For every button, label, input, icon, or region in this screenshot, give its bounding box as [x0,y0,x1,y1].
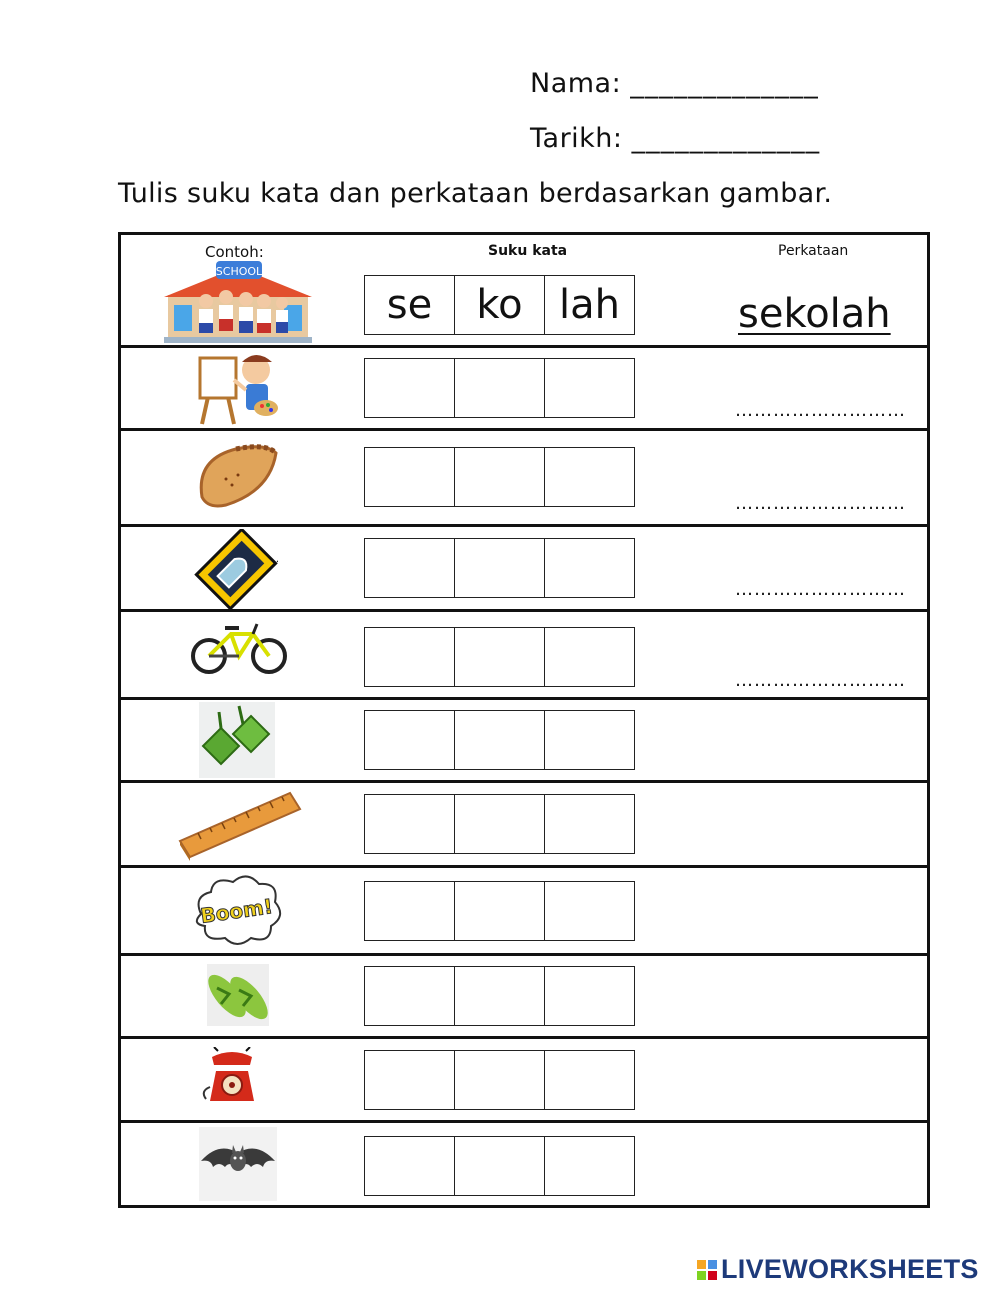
syllable-cell[interactable] [455,1137,545,1195]
syllable-boxes[interactable] [364,447,635,507]
syllable-cell[interactable] [365,539,455,597]
word-answer-line[interactable]: ……………………… [735,579,906,600]
syllable-cell[interactable] [365,711,455,769]
syllable-boxes[interactable] [364,627,635,687]
syllable-cell[interactable] [545,1051,634,1109]
col-header-word: Perkataan [778,243,849,259]
syllable-cell[interactable] [455,711,545,769]
example-word: sekolah [738,291,891,337]
syllable-cell[interactable] [455,882,545,940]
exercise-row [121,527,927,612]
syllable-cell[interactable] [545,967,634,1025]
date-field [530,123,820,154]
exercise-row [121,612,927,700]
syllable-boxes[interactable] [364,1050,635,1110]
svg-text:SCHOOL: SCHOOL [215,265,263,278]
syllable-cell[interactable] [545,359,634,417]
syllable-cell[interactable] [545,539,634,597]
sandals-icon [207,964,269,1030]
painter-boy-icon [194,350,280,432]
logo-text: LIVEWORKSHEETS [721,1254,979,1284]
exercise-row [121,956,927,1039]
syllable-cell[interactable] [365,967,455,1025]
col-header-syllables: Suku kata [488,243,568,259]
syllable-cell[interactable] [365,359,455,417]
syllable-boxes[interactable] [364,794,635,854]
school-icon [164,261,312,347]
example-row [121,235,927,348]
telephone-icon [198,1047,266,1111]
bicycle-icon [191,622,289,680]
name-label: Nama: [530,68,622,99]
example-syllable-boxes [364,275,635,335]
instruction: Tulis suku kata dan perkataan berdasarkan gambar. [118,178,833,209]
boom-bubble-icon [191,870,285,954]
syllable-cell[interactable] [545,711,634,769]
syllable-cell[interactable] [545,448,634,506]
prayer-mat-icon [194,529,278,613]
syllable-cell[interactable] [365,1137,455,1195]
word-answer-line[interactable]: ……………………… [735,670,906,691]
syllable-cell[interactable] [365,628,455,686]
word-answer-line[interactable]: ……………………… [735,400,906,421]
syllable-boxes[interactable] [364,966,635,1026]
col-header-example: Contoh: [205,243,264,261]
word-answer-line[interactable]: ……………………… [735,493,906,514]
syllable-boxes[interactable] [364,881,635,941]
syllable-cell[interactable] [545,882,634,940]
date-label: Tarikh: [530,123,623,154]
exercise-row [121,1123,927,1205]
syllable-boxes[interactable] [364,538,635,598]
exercise-row [121,868,927,956]
syllable-cell: lah [559,282,620,328]
syllable-cell[interactable] [545,1137,634,1195]
name-blank[interactable]: _____________ [630,68,819,99]
exercise-row [121,783,927,868]
date-blank[interactable]: _____________ [631,123,821,154]
syllable-cell[interactable] [455,967,545,1025]
syllable-cell[interactable] [545,795,634,853]
syllable-cell[interactable] [455,359,545,417]
syllable-cell[interactable] [365,1051,455,1109]
syllable-boxes[interactable] [364,710,635,770]
logo-mark-icon [697,1260,717,1280]
liveworksheets-logo [697,1254,979,1285]
syllable-cell[interactable] [455,795,545,853]
exercise-row [121,431,927,527]
exercise-row [121,348,927,431]
syllable-cell[interactable] [545,628,634,686]
name-field [530,68,819,99]
syllable-cell[interactable] [365,882,455,940]
ruler-icon [178,791,302,865]
svg-text:Boom!: Boom! [198,894,275,928]
curry-puff-icon [196,439,278,515]
exercise-row [121,700,927,783]
bat-icon [199,1127,277,1205]
syllable-cell[interactable] [365,795,455,853]
syllable-cell[interactable] [455,448,545,506]
ketupat-icon [199,702,275,782]
syllable-cell[interactable] [455,628,545,686]
worksheet-table [118,232,930,1208]
syllable-cell[interactable] [455,1051,545,1109]
syllable-cell: ko [455,276,545,334]
syllable-cell: se [365,276,455,334]
syllable-cell[interactable] [365,448,455,506]
syllable-cell[interactable] [455,539,545,597]
syllable-boxes[interactable] [364,1136,635,1196]
exercise-row [121,1039,927,1123]
syllable-boxes[interactable] [364,358,635,418]
